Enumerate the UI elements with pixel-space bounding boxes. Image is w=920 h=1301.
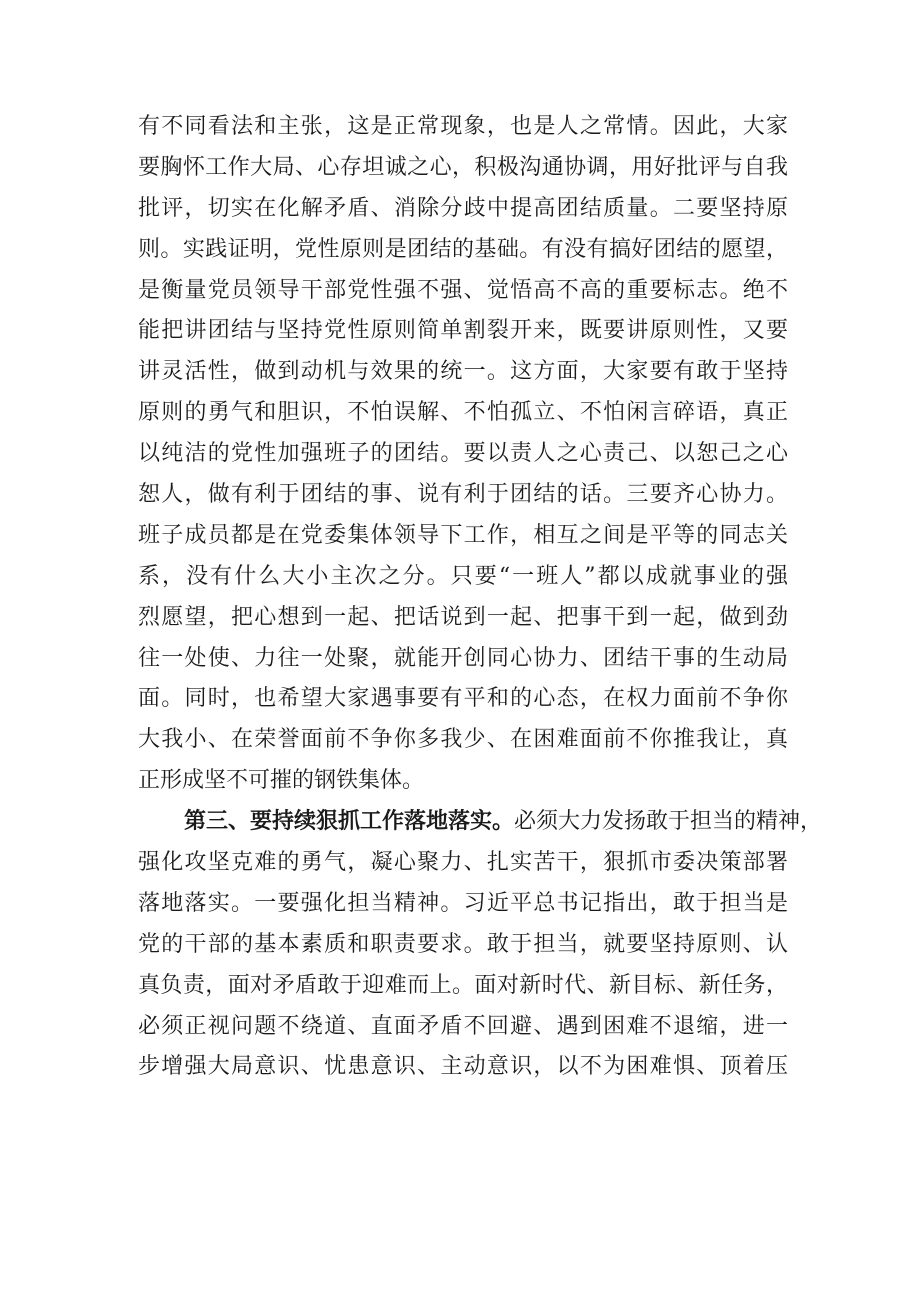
text-line: 班子成员都是在党委集体领导下工作，相互之间是平等的同志关: [138, 522, 788, 548]
paragraph-implementation: [138, 802, 823, 1088]
text-line: 党的干部的基本素质和职责要求。敢于担当，就要坚持原则、认: [138, 931, 788, 957]
paragraph-unity: [138, 107, 788, 802]
text-line: 要胸怀工作大局、心存坦诚之心，积极沟通协调，用好批评与自我: [138, 154, 788, 180]
text-span: 必须大力发扬敢于担当的精神，: [514, 809, 823, 835]
text-line: 面。同时，也希望大家遇事要有平和的心态，在权力面前不争你: [138, 686, 788, 712]
text-line: 大我小、在荣誉面前不争你多我少、在困难面前不你推我让，真: [138, 727, 788, 753]
text-line: 正形成坚不可摧的钢铁集体。: [138, 768, 425, 794]
text-line: 能把讲团结与坚持党性原则简单割裂开来，既要讲原则性，又要: [138, 318, 788, 344]
text-line: 往一处使、力往一处聚，就能开创同心协力、团结干事的生动局: [138, 645, 788, 671]
text-line: 有不同看法和主张，这是正常现象，也是人之常情。因此，大家: [138, 114, 788, 139]
text-line: 讲灵活性，做到动机与效果的统一。这方面，大家要有敢于坚持: [138, 359, 788, 385]
text-line: 强化攻坚克难的勇气，凝心聚力、扎实苦干，狠抓市委决策部署: [138, 850, 788, 876]
text-line: 落地落实。一要强化担当精神。习近平总书记指出，敢于担当是: [138, 890, 788, 916]
text-line: 原则的勇气和胆识，不怕误解、不怕孤立、不怕闲言碎语，真正: [138, 400, 788, 426]
text-line: 系，没有什么大小主次之分。只要“一班人”都以成就事业的强: [138, 563, 788, 589]
section-heading: 第三、要持续狠抓工作落地落实。: [184, 809, 515, 835]
text-line: 批评，切实在化解矛盾、消除分歧中提高团结质量。二要坚持原: [138, 195, 788, 221]
text-line: 必须正视问题不绕道、直面矛盾不回避、遇到困难不退缩，进一: [138, 1013, 788, 1039]
text-line: 真负责，面对矛盾敢于迎难而上。面对新时代、新目标、新任务，: [138, 972, 788, 998]
text-line: 恕人，做有利于团结的事、说有利于团结的话。三要齐心协力。: [138, 482, 788, 508]
paragraph-first-line: [138, 802, 823, 843]
text-line: 则。实践证明，党性原则是团结的基础。有没有搞好团结的愿望，: [138, 236, 788, 262]
text-line: 是衡量党员领导干部党性强不强、觉悟高不高的重要标志。绝不: [138, 277, 788, 303]
text-line: 步增强大局意识、忧患意识、主动意识，以不为困难惧、顶着压: [138, 1054, 788, 1080]
document-body: [138, 107, 823, 1088]
text-line: 以纯洁的党性加强班子的团结。要以责人之心责己、以恕己之心: [138, 441, 788, 467]
text-line: 烈愿望，把心想到一起、把话说到一起、把事干到一起，做到劲: [138, 604, 788, 630]
